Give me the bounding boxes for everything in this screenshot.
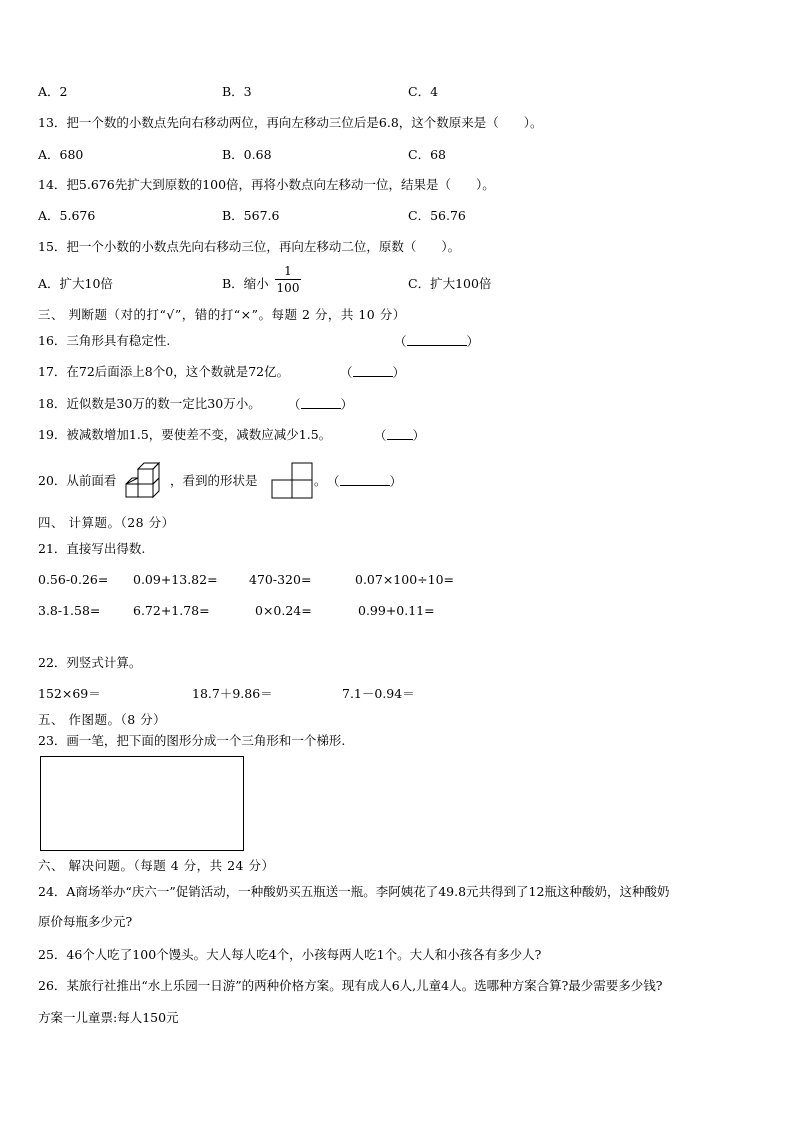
section-3-heading: 三、 判断题（对的打“√”，错的打“×”。每题 2 分，共 10 分） — [38, 307, 406, 322]
q17-stem: 17．在72后面添上8个0，这个数就是72亿。 — [38, 364, 290, 379]
q14-option-b: B．567.6 — [222, 208, 280, 223]
q19-stem: 19．被减数增加1.5，要使差不变，减数应减少1.5。 — [38, 427, 332, 442]
q13-stem: 13．把一个数的小数点先向右移动两位，再向左移动三位后是6.8，这个数原来是（ ）。 — [38, 115, 543, 130]
q22-item: 152×69＝ — [38, 686, 101, 701]
q16-stem: 16．三角形具有稳定性. — [38, 333, 171, 348]
q14-option-a: A．5.676 — [38, 208, 96, 223]
q15-option-a: A．扩大10倍 — [38, 276, 113, 291]
q21-item: 0.09+13.82= — [133, 572, 218, 587]
q13-option-b: B．0.68 — [222, 147, 272, 162]
q22-stem: 22．列竖式计算。 — [38, 655, 142, 670]
q20-answer-blank: （ ） — [327, 474, 403, 489]
q15-option-b-prefix: B．缩小 — [222, 276, 269, 291]
section-6-heading: 六、 解决问题。（每题 4 分，共 24 分） — [38, 858, 275, 873]
q21-stem: 21．直接写出得数. — [38, 541, 146, 556]
q26-stem: 26．某旅行社推出“水上乐园一日游”的两种价格方案。现有成人6人,儿童4人。选哪种方案合算?最少需要多少钱? — [38, 978, 663, 993]
fraction-numerator: 1 — [284, 264, 292, 278]
q24-line2: 原价每瓶多少元? — [38, 914, 133, 929]
q25-stem: 25．46个人吃了100个馒头。大人每人吃4个，小孩每两人吃1个。大人和小孩各有多少人? — [38, 947, 542, 962]
q21-item: 0.07×100÷10= — [355, 572, 455, 587]
q14-stem: 14．把5.676先扩大到原数的100倍，再将小数点向左移动一位，结果是（ ）。 — [38, 177, 495, 192]
q21-item: 0.56-0.26= — [38, 572, 109, 587]
q26-plan1: 方案一儿童票:每人150元 — [38, 1010, 179, 1025]
q20-part2: ，看到的形状是 — [170, 473, 258, 488]
cube-stack-figure — [124, 460, 164, 500]
fraction-denominator: 100 — [276, 281, 300, 295]
q21-item: 3.8-1.58= — [38, 603, 101, 618]
q12-option-c: C．4 — [408, 84, 439, 99]
q22-item: 18.7＋9.86＝ — [192, 686, 273, 701]
q18-stem: 18．近似数是30万的数一定比30万小。 — [38, 396, 261, 411]
q13-option-c: C．68 — [408, 147, 446, 162]
q21-item: 0.99+0.11= — [358, 603, 435, 618]
q14-option-c: C．56.76 — [408, 208, 466, 223]
q19-answer-blank: （ ） — [374, 428, 426, 443]
q20-part3: 。 — [314, 473, 327, 488]
front-view-shape-figure — [271, 462, 317, 500]
q16-answer-blank: （ ） — [394, 334, 480, 349]
q15-option-b-fraction — [275, 264, 301, 295]
q15-stem: 15．把一个小数的小数点先向右移动三位，再向左移动二位，原数（ ）。 — [38, 239, 461, 254]
q21-item: 6.72+1.78= — [133, 603, 210, 618]
section-4-heading: 四、 计算题。（28 分） — [38, 515, 175, 530]
q21-item: 470-320= — [249, 572, 312, 587]
section-5-heading: 五、 作图题。（8 分） — [38, 712, 167, 727]
q23-stem: 23．画一笔，把下面的图形分成一个三角形和一个梯形. — [38, 733, 346, 748]
q17-answer-blank: （ ） — [340, 365, 406, 380]
q12-option-b: B．3 — [222, 84, 252, 99]
q12-option-a: A．2 — [38, 84, 68, 99]
q18-answer-blank: （ ） — [288, 397, 354, 412]
q22-item: 7.1－0.94＝ — [342, 686, 415, 701]
q21-item: 0×0.24= — [255, 603, 312, 618]
q13-option-a: A．680 — [38, 147, 84, 162]
q24-line1: 24．A商场举办“庆六一”促销活动，一种酸奶买五瓶送一瓶。李阿姨花了49.8元共得到了12瓶这种酸奶，这种酸奶 — [38, 884, 670, 899]
q20-part1: 20．从前面看 — [38, 473, 117, 488]
q15-option-c: C．扩大100倍 — [408, 276, 492, 291]
rectangle-figure — [40, 756, 244, 851]
